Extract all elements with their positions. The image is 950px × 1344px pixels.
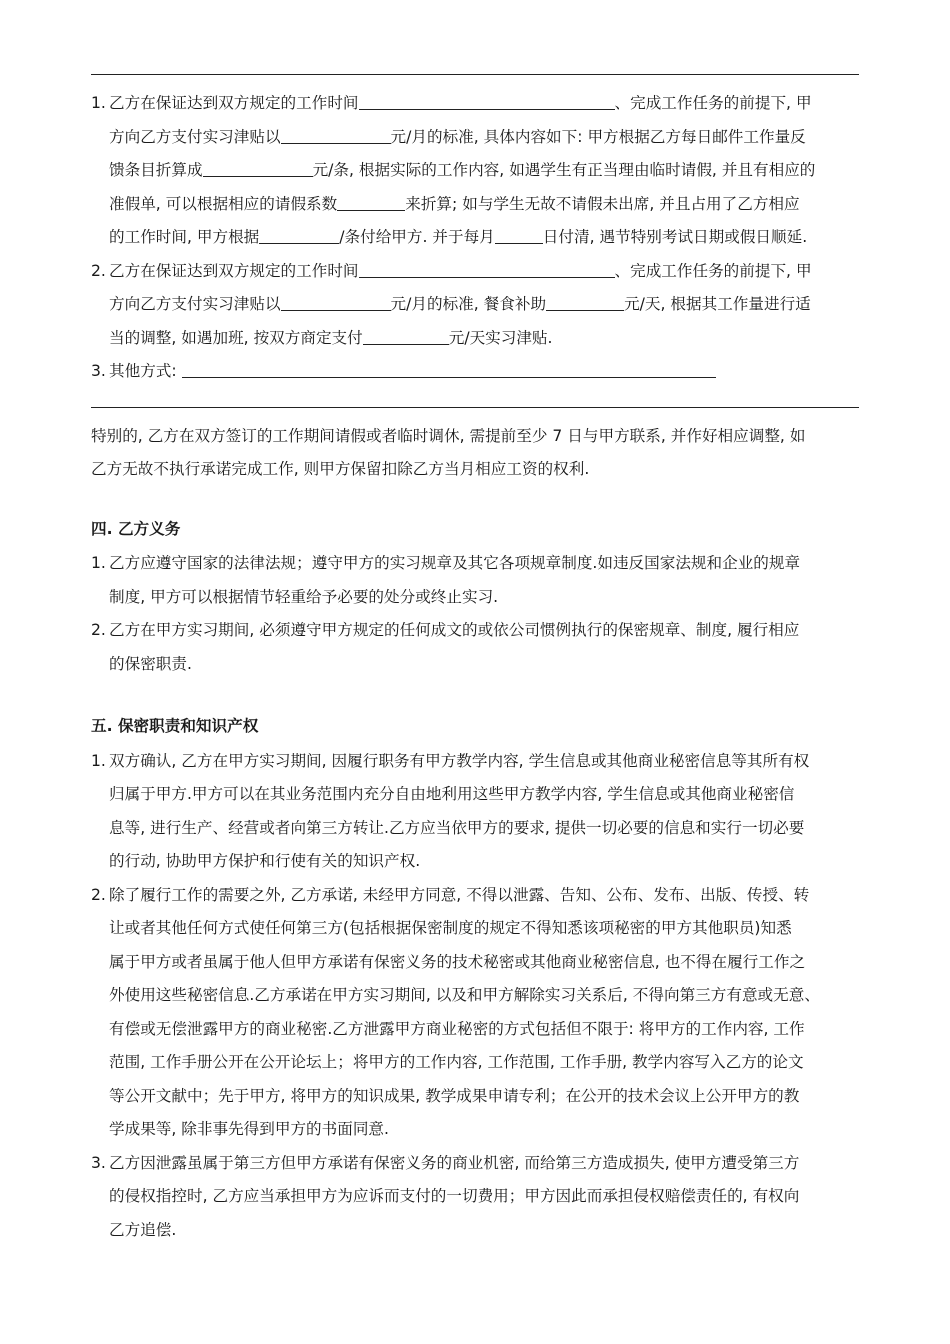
pay-item2-line2: 方向乙方支付实习津贴以 元/月的标准, 餐食补助 元/天, 根据其工作量进行适 bbox=[109, 295, 811, 313]
special-note-line1: 特别的, 乙方在双方签订的工作期间请假或者临时调休, 需提前至少 7 日与甲方联系, 并作好相应调整, 如 bbox=[91, 427, 806, 445]
paragraph-line: 乙方在甲方实习期间, 必须遵守甲方规定的任何成文的或依公司惯例执行的保密规章、制度, 履行相应 bbox=[109, 621, 800, 639]
pay-item1-line2: 方向乙方支付实习津贴以 元/月的标准, 具体内容如下: 甲方根据乙方每日邮件工作量反 bbox=[109, 128, 806, 146]
paragraph-line: 息等, 进行生产、经营或者向第三方转让.乙方应当依甲方的要求, 提供一切必要的信息和实行一切必要 bbox=[109, 819, 805, 837]
pay-item2-line3: 当的调整, 如遇加班, 按双方商定支付 元/天实习津贴. bbox=[109, 329, 553, 347]
pay-item2-line1: 乙方在保证达到双方规定的工作时间 、完成工作任务的前提下, 甲 bbox=[109, 262, 812, 280]
paragraph-line: 等公开文献中；先于甲方, 将甲方的知识成果, 教学成果申请专利；在公开的技术会议上公开甲方的教 bbox=[109, 1087, 800, 1105]
other-method-blank[interactable] bbox=[182, 363, 716, 378]
per-item-rate-blank[interactable] bbox=[203, 162, 313, 177]
item-number: 3. bbox=[91, 362, 106, 380]
paragraph-line: 乙方应遵守国家的法律法规；遵守甲方的实习规章及其它各项规章制度.如违反国家法规和企业的规章 bbox=[109, 554, 801, 572]
meal-subsidy-blank[interactable] bbox=[546, 296, 624, 311]
paragraph-line: 制度, 甲方可以根据情节轻重给予必要的处分或终止实习. bbox=[109, 588, 499, 606]
paragraph-line: 的行动, 协助甲方保护和行使有关的知识产权. bbox=[109, 852, 421, 870]
item-number: 1. bbox=[91, 554, 106, 572]
leave-coefficient-blank[interactable] bbox=[337, 196, 405, 211]
paragraph-line: 范围, 工作手册公开在公开论坛上；将甲方的工作内容, 工作范围, 工作手册, 教学内容写入乙方的论文 bbox=[109, 1053, 804, 1071]
item-number: 2. bbox=[91, 621, 106, 639]
pay-item3-line1: 其他方式: bbox=[109, 361, 716, 381]
item-number: 1. bbox=[91, 94, 106, 112]
worktime-blank[interactable] bbox=[359, 263, 615, 278]
pay-item1-line3: 馈条目折算成 元/条, 根据实际的工作内容, 如遇学生有正当理由临时请假, 并且有相应的 bbox=[109, 161, 816, 179]
paragraph-line: 外使用这些秘密信息.乙方承诺在甲方实习期间, 以及和甲方解除实习关系后, 不得向第三方有意或无意、 bbox=[109, 986, 820, 1004]
pay-day-blank[interactable] bbox=[495, 229, 543, 244]
monthly-allowance-blank[interactable] bbox=[281, 129, 391, 144]
middle-rule bbox=[91, 407, 859, 408]
paragraph-line: 学成果等, 除非事先得到甲方的书面同意. bbox=[109, 1120, 389, 1138]
worktime-blank[interactable] bbox=[359, 95, 615, 110]
pay-item1-line5: 的工作时间, 甲方根据 /条付给甲方. 并于每月 日付清, 遇节特别考试日期或假日顺延. bbox=[109, 228, 808, 246]
paragraph-line: 乙方追偿. bbox=[109, 1221, 177, 1239]
pay-item1-line4: 准假单, 可以根据相应的请假系数 来折算; 如与学生无故不请假未出席, 并且占用了乙方相应 bbox=[109, 195, 800, 213]
overtime-allowance-blank[interactable] bbox=[363, 330, 449, 345]
paragraph-line: 让或者其他任何方式使任何第三方(包括根据保密制度的规定不得知悉该项秘密的甲方其他职员)知悉 bbox=[109, 919, 792, 937]
item-number: 1. bbox=[91, 752, 106, 770]
paragraph-line: 的保密职责. bbox=[109, 655, 192, 673]
paragraph-line: 归属于甲方.甲方可以在其业务范围内充分自由地利用这些甲方教学内容, 学生信息或其他商业秘密信 bbox=[109, 785, 795, 803]
section-heading: 五. 保密职责和知识产权 bbox=[91, 717, 259, 735]
paragraph-line: 有偿或无偿泄露甲方的商业秘密.乙方泄露甲方商业秘密的方式包括但不限于: 将甲方的工作内容, 工作 bbox=[109, 1020, 805, 1038]
paragraph-line: 属于甲方或者虽属于他人但甲方承诺有保密义务的技术秘密或其他商业秘密信息, 也不得在履行工作之 bbox=[109, 953, 806, 971]
section-heading: 四. 乙方义务 bbox=[91, 520, 181, 538]
item-number: 2. bbox=[91, 262, 106, 280]
paragraph-line: 乙方因泄露虽属于第三方但甲方承诺有保密义务的商业机密, 而给第三方造成损失, 使甲方遭受第三方 bbox=[109, 1154, 800, 1172]
paragraph-line: 双方确认, 乙方在甲方实习期间, 因履行职务有甲方教学内容, 学生信息或其他商业秘密信息等其所有权 bbox=[109, 752, 810, 770]
deduction-rate-blank[interactable] bbox=[259, 229, 339, 244]
paragraph-line: 的侵权指控时, 乙方应当承担甲方为应诉而支付的一切费用；甲方因此而承担侵权赔偿责任的, 有权向 bbox=[109, 1187, 800, 1205]
special-note-line2: 乙方无故不执行承诺完成工作, 则甲方保留扣除乙方当月相应工资的权利. bbox=[91, 460, 590, 478]
top-rule bbox=[91, 74, 859, 75]
item-number: 3. bbox=[91, 1154, 106, 1172]
item-number: 2. bbox=[91, 886, 106, 904]
monthly-allowance-blank[interactable] bbox=[281, 296, 391, 311]
pay-item1-line1: 乙方在保证达到双方规定的工作时间 、完成工作任务的前提下, 甲 bbox=[109, 94, 812, 112]
paragraph-line: 除了履行工作的需要之外, 乙方承诺, 未经甲方同意, 不得以泄露、告知、公布、发布、出版、传授、转 bbox=[109, 886, 810, 904]
